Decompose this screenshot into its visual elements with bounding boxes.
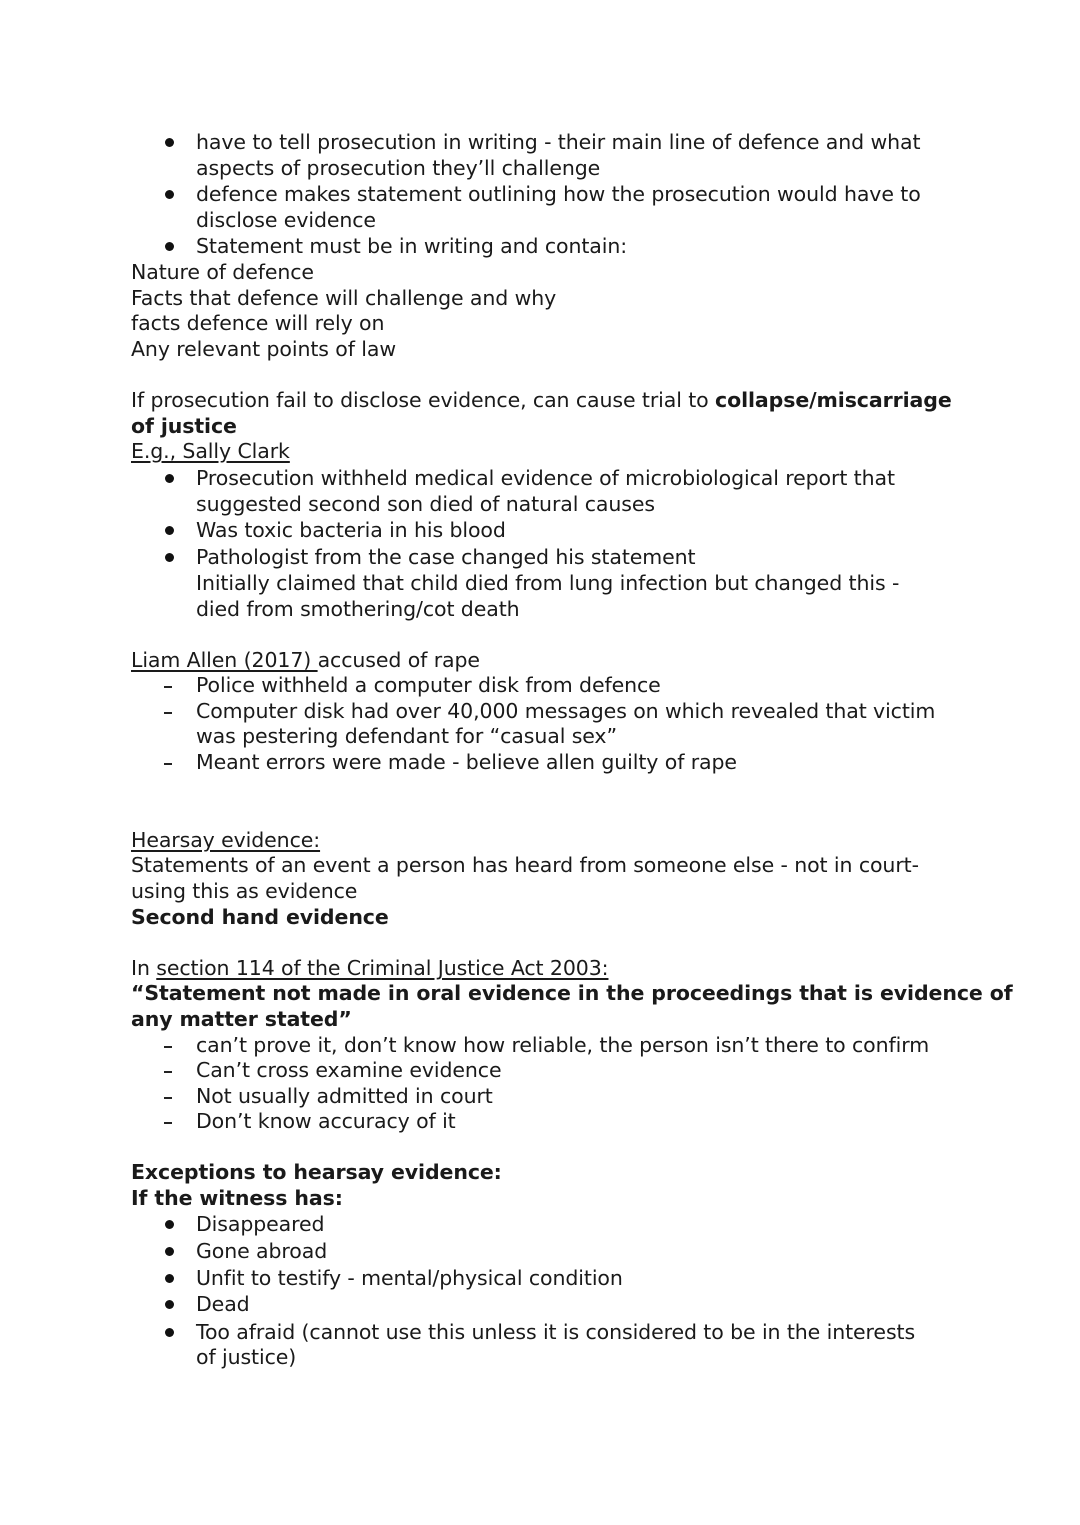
case-heading: Liam Allen (2017) bbox=[131, 648, 318, 672]
dash-marker bbox=[164, 1071, 172, 1073]
bold-text: “Statement not made in oral evidence in the proceedings that is evidence of bbox=[131, 981, 1013, 1005]
text-line bbox=[131, 387, 952, 413]
dash-marker bbox=[164, 1122, 172, 1124]
bullet-dot bbox=[165, 1300, 174, 1309]
text-line: facts defence will rely on bbox=[131, 311, 385, 335]
statute-reference: section 114 of the Criminal Justice Act 2003: bbox=[156, 956, 609, 980]
text-line: disclose evidence bbox=[196, 208, 376, 232]
text-line: Was toxic bacteria in his blood bbox=[196, 518, 506, 542]
bullet-dot bbox=[165, 526, 174, 535]
bullet-dot bbox=[165, 190, 174, 199]
text-line: was pestering defendant for “casual sex” bbox=[196, 724, 617, 748]
dash-marker bbox=[164, 763, 172, 765]
bullet-dot bbox=[165, 1247, 174, 1256]
bullet-dot bbox=[165, 553, 174, 562]
text-line: Gone abroad bbox=[196, 1239, 328, 1263]
text-line: Not usually admitted in court bbox=[196, 1084, 493, 1108]
bold-text: Exceptions to hearsay evidence: bbox=[131, 1160, 502, 1184]
text-line bbox=[131, 647, 480, 673]
text-line: have to tell prosecution in writing - their main line of defence and what bbox=[196, 130, 921, 154]
text-line: Too afraid (cannot use this unless it is considered to be in the interests bbox=[196, 1320, 916, 1344]
bold-text: of justice bbox=[131, 414, 237, 438]
bullet-dot bbox=[165, 474, 174, 483]
dash-marker bbox=[164, 1097, 172, 1099]
text-line: of justice) bbox=[196, 1345, 297, 1369]
text-line bbox=[131, 955, 608, 981]
text-line: Unfit to testify - mental/physical condition bbox=[196, 1266, 623, 1290]
bullet-dot bbox=[165, 1274, 174, 1283]
text-line: Any relevant points of law bbox=[131, 337, 396, 361]
text-line: Computer disk had over 40,000 messages on which revealed that victim bbox=[196, 699, 936, 723]
text-line: Statements of an event a person has heard from someone else - not in court- bbox=[131, 853, 919, 877]
text-line: can’t prove it, don’t know how reliable, the person isn’t there to confirm bbox=[196, 1033, 930, 1057]
text-line: suggested second son died of natural causes bbox=[196, 492, 655, 516]
section-heading: Hearsay evidence: bbox=[131, 828, 321, 852]
text-line: Meant errors were made - believe allen guilty of rape bbox=[196, 750, 737, 774]
text-line: Statement must be in writing and contain: bbox=[196, 234, 628, 258]
bullet-dot bbox=[165, 242, 174, 251]
text-line: Don’t know accuracy of it bbox=[196, 1109, 456, 1133]
bold-text: any matter stated” bbox=[131, 1007, 352, 1031]
text-line: Nature of defence bbox=[131, 260, 314, 284]
bold-text: collapse/miscarriage bbox=[715, 388, 952, 412]
text-line: Dead bbox=[196, 1292, 250, 1316]
dash-marker bbox=[164, 1046, 172, 1048]
text-line: Disappeared bbox=[196, 1212, 325, 1236]
text-line: defence makes statement outlining how the prosecution would have to bbox=[196, 182, 921, 206]
text-line: Initially claimed that child died from lung infection but changed this - bbox=[196, 571, 900, 595]
text-span: accused of rape bbox=[317, 648, 480, 672]
text-line: died from smothering/cot death bbox=[196, 597, 520, 621]
bullet-dot bbox=[165, 1220, 174, 1229]
bullet-dot bbox=[165, 138, 174, 147]
text-span: In bbox=[131, 956, 157, 980]
text-line: Prosecution withheld medical evidence of microbiological report that bbox=[196, 466, 895, 490]
bullet-dot bbox=[165, 1328, 174, 1337]
bold-text: If the witness has: bbox=[131, 1186, 343, 1210]
text-line: Police withheld a computer disk from defence bbox=[196, 673, 661, 697]
text-line: Can’t cross examine evidence bbox=[196, 1058, 502, 1082]
text-span: If prosecution fail to disclose evidence, can cause trial to bbox=[131, 388, 716, 412]
case-heading: E.g., Sally Clark bbox=[131, 439, 290, 463]
text-line: aspects of prosecution they’ll challenge bbox=[196, 156, 601, 180]
bold-text: Second hand evidence bbox=[131, 905, 389, 929]
dash-marker bbox=[164, 712, 172, 714]
text-line: Facts that defence will challenge and why bbox=[131, 286, 557, 310]
dash-marker bbox=[164, 686, 172, 688]
text-line: using this as evidence bbox=[131, 879, 358, 903]
text-line: Pathologist from the case changed his statement bbox=[196, 545, 696, 569]
